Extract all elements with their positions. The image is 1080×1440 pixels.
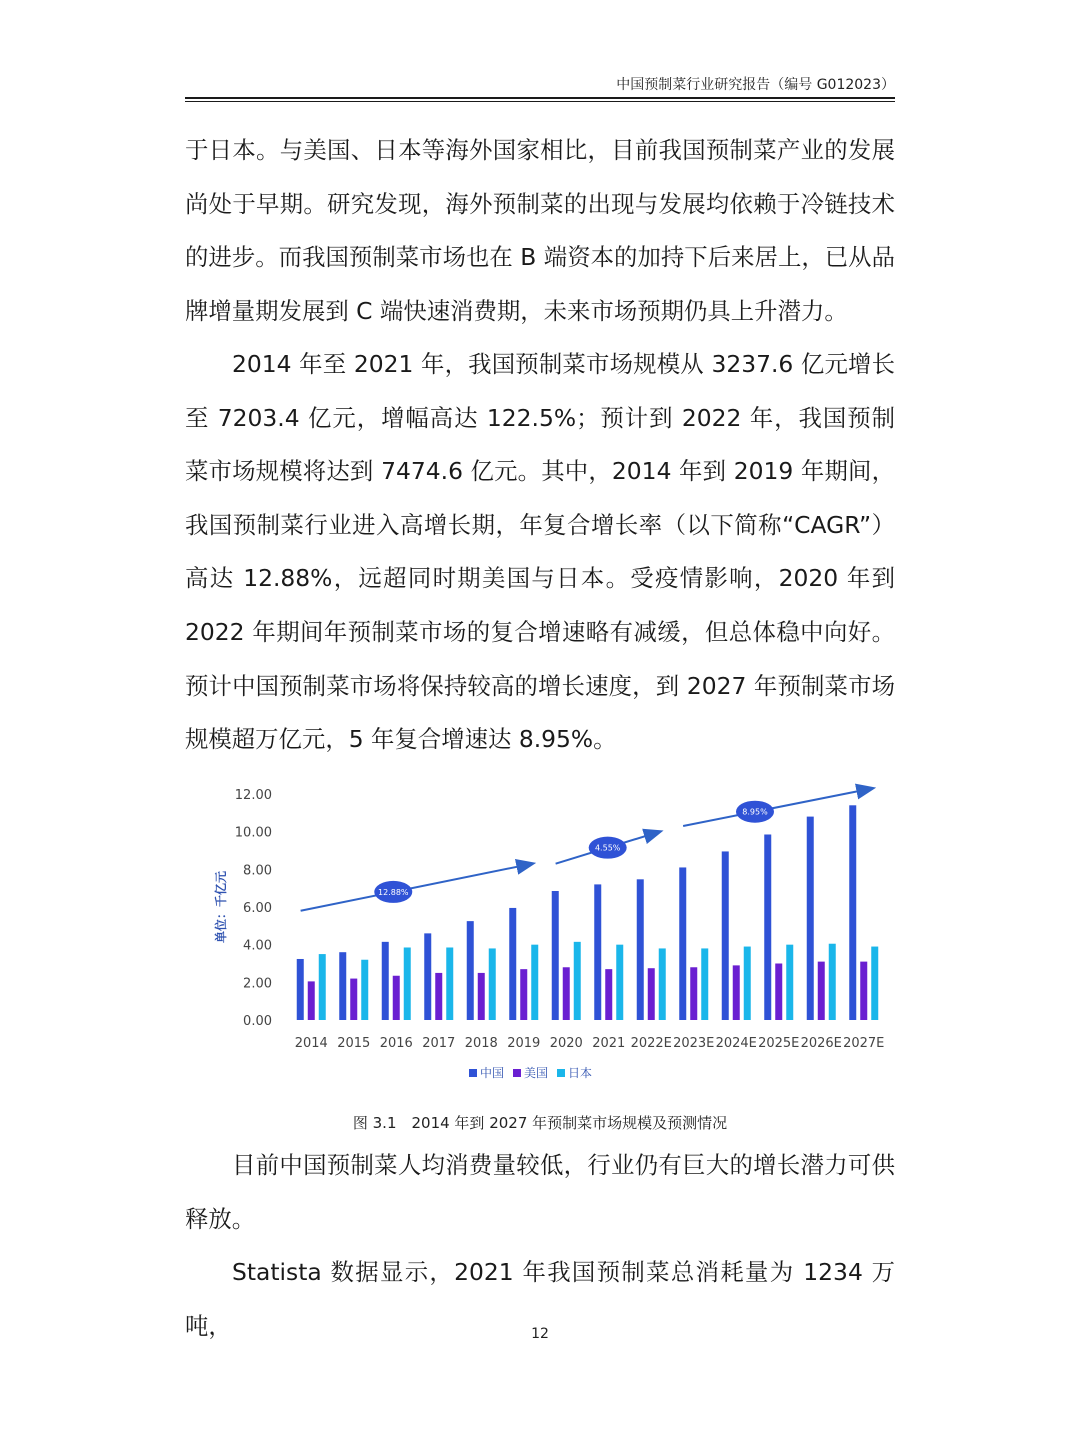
trend-arrow xyxy=(683,788,872,826)
bar-美国-2017 xyxy=(435,973,442,1020)
bar-日本-2023E xyxy=(701,948,708,1020)
bar-美国-2019 xyxy=(520,969,527,1020)
legend-label: 日本 xyxy=(568,1066,593,1080)
x-tick-label: 2017 xyxy=(422,1036,456,1051)
bar-美国-2022E xyxy=(648,968,655,1020)
legend-label: 中国 xyxy=(480,1066,505,1080)
legend-swatch-日本 xyxy=(557,1069,565,1077)
bar-日本-2016 xyxy=(404,947,411,1020)
x-tick-label: 2024E xyxy=(715,1036,757,1051)
bar-中国-2027E xyxy=(849,805,856,1020)
bar-中国-2015 xyxy=(339,952,346,1020)
bar-日本-2026E xyxy=(829,944,836,1020)
bar-日本-2021 xyxy=(616,945,623,1020)
y-axis-title: 单位：千亿元 xyxy=(214,870,228,944)
y-tick-label: 6.00 xyxy=(243,901,272,916)
cagr-label: 4.55% xyxy=(594,843,621,853)
bar-中国-2017 xyxy=(424,933,431,1020)
bar-中国-2016 xyxy=(382,942,389,1020)
bar-中国-2019 xyxy=(509,908,516,1020)
x-tick-label: 2019 xyxy=(507,1036,541,1051)
x-tick-label: 2022E xyxy=(630,1036,672,1051)
chart-svg xyxy=(195,770,895,1100)
bar-中国-2020 xyxy=(552,891,559,1020)
bar-中国-2021 xyxy=(594,884,601,1020)
bar-日本-2024E xyxy=(744,947,751,1020)
x-tick-label: 2015 xyxy=(337,1036,371,1051)
x-tick-label: 2014 xyxy=(294,1036,328,1051)
bar-美国-2020 xyxy=(563,967,570,1020)
bar-美国-2014 xyxy=(308,981,315,1020)
legend-swatch-中国 xyxy=(469,1069,477,1077)
x-tick-label: 2021 xyxy=(592,1036,626,1051)
paragraph-4: Statista 数据显示，2021 年我国预制菜总消耗量为 1234 万吨， xyxy=(185,1258,895,1340)
paragraph-2: 2014 年至 2021 年，我国预制菜市场规模从 3237.6 亿元增长至 7203.4 亿元，增幅高达 122.5%；预计到 2022 年，我国预制菜市场规模将达到 7474.6 亿元。其中，2014 年到 2019 年期间，我国预制菜行业进入高增长期，年复合增长率（以下简称“CAGR”）高达 12.88%，远超同时期美国与日本。受疫情影响，2020 年到 2022 年期间年预制菜市场的复合增速略有减缓，但总体稳中向好。预计中国预制菜市场将保持较高的增长速度，到 2027 年预制菜市场规模超万亿元，5 年复合增速达 8.95%。 xyxy=(185,350,895,754)
bar-日本-2025E xyxy=(786,945,793,1020)
bar-中国-2018 xyxy=(467,921,474,1020)
header-rule xyxy=(185,97,895,99)
bar-美国-2027E xyxy=(860,962,867,1020)
bar-日本-2018 xyxy=(489,948,496,1020)
bar-中国-2014 xyxy=(297,959,304,1020)
y-tick-label: 0.00 xyxy=(243,1014,272,1029)
legend-swatch-美国 xyxy=(513,1069,521,1077)
bar-美国-2025E xyxy=(775,964,782,1021)
bar-美国-2023E xyxy=(690,967,697,1020)
x-tick-label: 2020 xyxy=(549,1036,583,1051)
y-tick-label: 12.00 xyxy=(234,788,272,803)
bar-日本-2017 xyxy=(446,947,453,1020)
page-number: 12 xyxy=(531,1326,549,1342)
paragraph-3: 目前中国预制菜人均消费量较低，行业仍有巨大的增长潜力可供释放。 xyxy=(185,1151,895,1233)
paragraph-1: 于日本。与美国、日本等海外国家相比，目前我国预制菜产业的发展尚处于早期。研究发现，海外预制菜的出现与发展均依赖于冷链技术的进步。而我国预制菜市场也在 B 端资本的加持下后来居上，已从品牌增量期发展到 C 端快速消费期，未来市场预期仍具上升潜力。 xyxy=(185,136,895,325)
bar-日本-2020 xyxy=(574,942,581,1020)
bar-美国-2015 xyxy=(350,979,357,1020)
report-header: 中国预制菜行业研究报告（编号 G012023） xyxy=(616,77,895,93)
cagr-label: 8.95% xyxy=(742,807,768,817)
bar-日本-2015 xyxy=(361,960,368,1020)
bar-日本-2019 xyxy=(531,945,538,1020)
bar-美国-2021 xyxy=(605,969,612,1020)
legend-label: 美国 xyxy=(524,1066,549,1080)
figure-caption: 图 3.1 2014 年到 2027 年预制菜市场规模及预测情况 xyxy=(352,1114,728,1132)
bar-中国-2025E xyxy=(764,834,771,1020)
trend-arrow xyxy=(301,864,533,911)
x-tick-label: 2023E xyxy=(673,1036,715,1051)
header-rule-thin xyxy=(185,101,895,102)
bar-中国-2022E xyxy=(637,879,644,1020)
y-tick-label: 10.00 xyxy=(234,825,272,841)
bar-日本-2027E xyxy=(871,947,878,1020)
bar-中国-2023E xyxy=(679,867,686,1020)
bar-美国-2018 xyxy=(478,973,485,1020)
bar-日本-2022E xyxy=(659,948,666,1020)
y-tick-label: 2.00 xyxy=(243,976,272,992)
y-tick-label: 4.00 xyxy=(243,938,272,954)
x-tick-label: 2027E xyxy=(843,1036,885,1051)
bar-日本-2014 xyxy=(319,954,326,1020)
bar-美国-2024E xyxy=(733,965,740,1020)
bar-中国-2026E xyxy=(807,817,814,1020)
x-tick-label: 2018 xyxy=(464,1036,498,1051)
cagr-label: 12.88% xyxy=(378,887,409,897)
x-tick-label: 2026E xyxy=(800,1036,842,1051)
market-size-chart xyxy=(195,770,895,1100)
x-tick-label: 2016 xyxy=(379,1036,413,1051)
x-tick-label: 2025E xyxy=(758,1036,800,1051)
y-tick-label: 8.00 xyxy=(243,863,272,879)
bar-美国-2026E xyxy=(818,962,825,1020)
bar-美国-2016 xyxy=(393,976,400,1020)
bar-中国-2024E xyxy=(722,851,729,1020)
